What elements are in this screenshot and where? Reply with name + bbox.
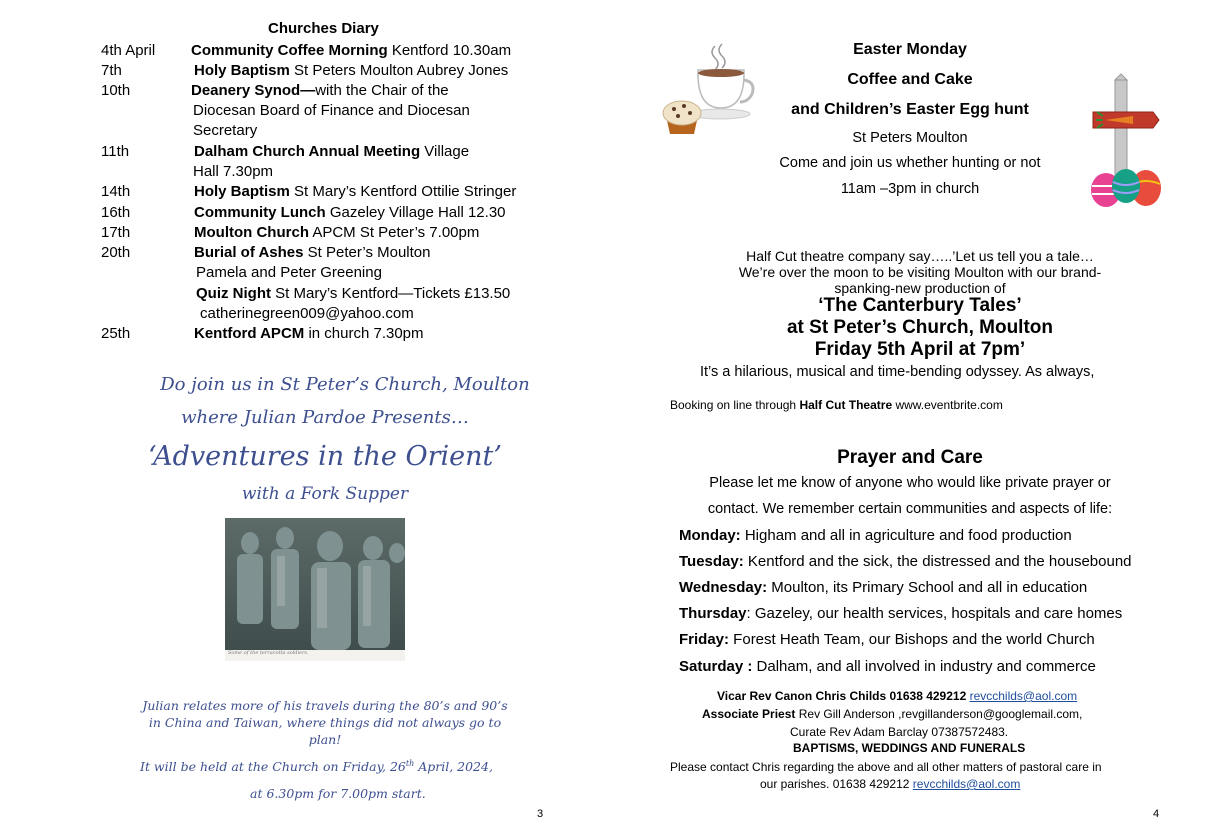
diary-entry — [194, 203, 506, 223]
contact-line-2 — [760, 777, 1020, 791]
diary-entry-text: Hall 7.30pm — [193, 163, 274, 180]
easter-eggs-icon — [1088, 166, 1166, 208]
diary-entry-bold: Dalham Church Annual Meeting — [194, 143, 421, 160]
diary-entry-bold: Quiz Night — [196, 285, 271, 302]
diary-entry-bold: Holy Baptism — [194, 62, 290, 79]
associate-label: Associate Priest — [702, 707, 796, 721]
prayer-day-text: Kentford and the sick, the distressed and the housebound — [743, 553, 1132, 570]
terracotta-photo — [225, 518, 405, 661]
held-line — [140, 759, 493, 774]
booking-company: Half Cut Theatre — [799, 398, 893, 412]
prayer-day-label: Friday: — [679, 631, 730, 648]
diary-date: 7th — [101, 62, 122, 79]
diary-entry — [200, 304, 414, 324]
prayer-day-row — [679, 658, 1096, 675]
theatre-line-2: We’re over the moon to be visiting Moulton with our brand- — [738, 264, 1102, 280]
contact-line-1: Please contact Chris regarding the above and all other matters of pastoral care in — [670, 760, 1102, 774]
diary-entry — [193, 121, 257, 141]
diary-entry-text: with the Chair of the — [315, 82, 449, 99]
held-sup: th — [405, 759, 415, 768]
prayer-day-row — [679, 527, 1072, 544]
page-number-left: 3 — [537, 808, 544, 820]
desc-line-1: Julian relates more of his travels during the 80’s and 90’s — [142, 698, 508, 713]
terracotta-soldiers-image — [225, 518, 405, 650]
invite-title: ‘Adventures in the Orient’ — [148, 441, 502, 472]
prayer-day-row — [679, 631, 1095, 648]
prayer-day-text: : Gazeley, our health services, hospitals and care homes — [746, 605, 1123, 622]
curate-line: Curate Rev Adam Barclay 07387572483. — [790, 725, 1009, 739]
diary-entry-text: Diocesan Board of Finance and Diocesan — [193, 102, 470, 119]
diary-date: 14th — [101, 183, 131, 200]
diary-entry-text: St Mary’s Kentford—Tickets £13.50 — [271, 285, 511, 302]
booking-url[interactable]: www.eventbrite.com — [892, 398, 1003, 412]
diary-entry — [196, 284, 510, 304]
muffin-icon — [660, 96, 704, 136]
held-line-b: April, 2024, — [414, 759, 493, 775]
prayer-day-label: Tuesday: — [679, 553, 744, 570]
prayer-day-row — [679, 553, 1132, 570]
diary-date: 25th — [101, 325, 131, 342]
photo-caption: Some of the terracotta soldiers. — [228, 650, 309, 656]
diary-entry-bold: Moulton Church — [194, 224, 309, 241]
diary-entry-text: St Peter’s Moulton — [303, 244, 431, 261]
baptisms-line: BAPTISMS, WEDDINGS AND FUNERALS — [793, 741, 1026, 755]
diary-entry-text: Kentford 10.30am — [387, 42, 512, 59]
easter-line-5: Come and join us whether hunting or not — [779, 155, 1041, 171]
prayer-day-text: Forest Heath Team, our Bishops and the world Church — [729, 631, 1095, 648]
prayer-day-text: Dalham, and all involved in industry and commerce — [752, 658, 1096, 675]
prayer-day-text: Moulton, its Primary School and all in education — [767, 579, 1088, 596]
associate-text: Rev Gill Anderson ,revgillanderson@googlemail.com, — [795, 707, 1083, 721]
diary-entry-text: St Peters Moulton Aubrey Jones — [289, 62, 509, 79]
page-number-right: 4 — [1153, 808, 1160, 820]
held-line-a: It will be held at the Church on Friday, 26 — [140, 759, 406, 775]
prayer-day-label: Thursday — [679, 605, 747, 622]
diary-entry-text: Gazeley Village Hall 12.30 — [325, 204, 506, 221]
prayer-day-text: Higham and all in agriculture and food production — [740, 527, 1072, 544]
diary-entry — [191, 41, 511, 61]
theatre-title-2: at St Peter’s Church, Moulton — [786, 317, 1054, 338]
prayer-line-2: contact. We remember certain communities and aspects of life: — [707, 501, 1113, 517]
diary-entry-bold: Kentford APCM — [194, 325, 305, 342]
diary-entry-text: Pamela and Peter Greening — [196, 264, 382, 281]
booking-text-a: Booking on line through — [670, 398, 800, 412]
prayer-title: Prayer and Care — [837, 447, 983, 468]
diary-entry-text: Secretary — [193, 122, 258, 139]
diary-entry-bold: Burial of Ashes — [194, 244, 304, 261]
invite-line-1: Do join us in St Peter’s Church, Moulton — [160, 374, 530, 395]
vicar-text: Vicar Rev Canon Chris Childs 01638 429212 — [717, 689, 970, 703]
diary-entry — [196, 263, 382, 283]
diary-date: 4th April — [101, 42, 156, 59]
diary-entry — [191, 81, 449, 101]
prayer-day-row — [679, 605, 1122, 622]
theatre-title-1: ‘The Canterbury Tales’ — [818, 295, 1022, 316]
theatre-title-3: Friday 5th April at 7pm’ — [814, 339, 1026, 360]
prayer-day-label: Wednesday: — [679, 579, 768, 596]
diary-date: 20th — [101, 244, 131, 261]
vicar-email-link[interactable]: revcchilds@aol.com — [969, 689, 1078, 703]
diary-date: 11th — [101, 143, 130, 160]
vicar-line — [717, 689, 1077, 703]
diary-date: 16th — [101, 204, 131, 221]
prayer-day-label: Monday: — [679, 527, 741, 544]
diary-entry — [194, 142, 469, 162]
easter-line-4: St Peters Moulton — [852, 130, 968, 146]
desc-line-3: plan! — [308, 732, 342, 747]
diary-entry-bold: Holy Baptism — [194, 183, 290, 200]
booking-line — [670, 398, 1003, 412]
easter-line-1: Easter Monday — [853, 41, 967, 58]
diary-entry — [193, 162, 273, 182]
diary-entry — [194, 182, 516, 202]
prayer-day-row — [679, 579, 1087, 596]
diary-entry — [193, 101, 470, 121]
desc-line-2: in China and Taiwan, where things did not always go to — [148, 715, 502, 730]
diary-entry-text: APCM St Peter’s 7.00pm — [308, 224, 480, 241]
contact-text: our parishes. 01638 429212 — [760, 777, 913, 791]
diary-entry-bold: Community Lunch — [194, 204, 326, 221]
diary-date: 10th — [101, 82, 131, 99]
diary-entry — [194, 324, 424, 344]
time-line: at 6.30pm for 7.00pm start. — [250, 786, 426, 801]
diary-entry-text: in church 7.30pm — [304, 325, 424, 342]
diary-entry — [194, 243, 430, 263]
diary-entry-bold: Community Coffee Morning — [191, 42, 388, 59]
diary-entry-text: St Mary’s Kentford Ottilie Stringer — [289, 183, 517, 200]
diary-entry-text: Village — [420, 143, 470, 160]
diary-entry — [194, 223, 479, 243]
easter-line-2: Coffee and Cake — [847, 71, 973, 88]
invite-subtitle: with a Fork Supper — [241, 484, 409, 504]
invite-line-2: where Julian Pardoe Presents… — [181, 407, 469, 428]
diary-entry-text: catherinegreen009@yahoo.com — [200, 305, 414, 322]
diary-entry — [194, 61, 508, 81]
diary-entry-bold: Deanery Synod— — [191, 82, 316, 99]
associate-line — [702, 707, 1082, 721]
contact-email-link[interactable]: revcchilds@aol.com — [912, 777, 1021, 791]
theatre-line-4: It’s a hilarious, musical and time-bending odyssey. As always, — [700, 364, 1095, 380]
theatre-line-3: spanking-new production of — [834, 280, 1006, 296]
prayer-day-label: Saturday : — [679, 658, 753, 675]
prayer-line-1: Please let me know of anyone who would like private prayer or — [709, 475, 1111, 491]
easter-line-3: and Children’s Easter Egg hunt — [791, 101, 1029, 118]
diary-date: 17th — [101, 224, 131, 241]
diary-title: Churches Diary — [268, 20, 379, 37]
easter-line-6: 11am –3pm in church — [840, 181, 980, 197]
theatre-line-1: Half Cut theatre company say…..’Let us tell you a tale… — [746, 248, 1094, 264]
